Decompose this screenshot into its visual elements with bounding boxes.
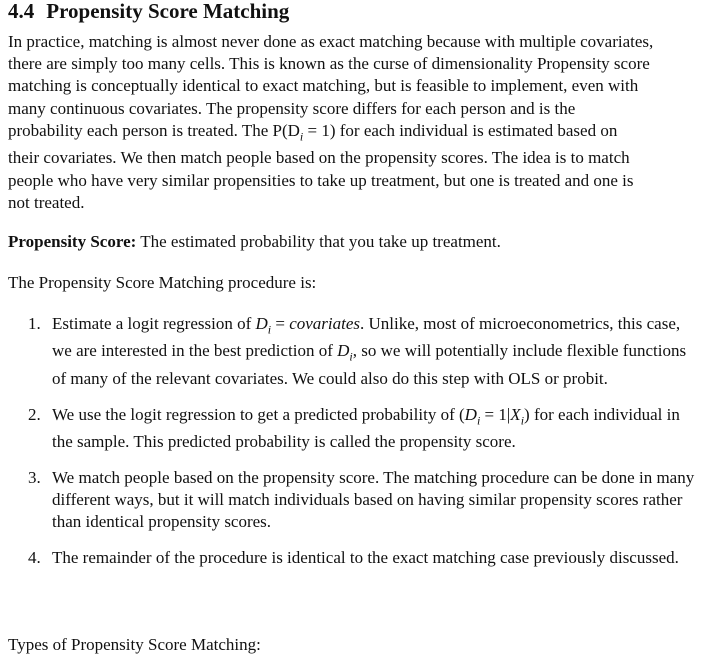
paragraph-line: their covariates. We then match people based on the propensity scores. The idea is to match	[8, 148, 630, 168]
list-marker: 3.	[28, 468, 41, 488]
paragraph-line: there are simply too many cells. This is known as the curse of dimensionality Propensity score	[8, 54, 650, 74]
list-item: 2. We use the logit regression to get a predicted probability of $(D_i = 1|X_i)$ for each individual in the sample. This predicted probability is called the propensity score.	[28, 404, 680, 452]
procedure-steps	[8, 313, 698, 569]
list-item: 3. We match people based on the propensity score. The matching procedure can be done in many different ways, but it will match individuals based on having similar propensity scores rather than identical propensity scores.	[28, 468, 695, 532]
definition-term: Propensity Score:	[8, 232, 137, 252]
section-number: 4.4	[8, 0, 35, 23]
paragraph-line: many continuous covariates. The propensity score differs for each person and is the	[8, 98, 576, 118]
paragraph-line: not treated.	[8, 192, 85, 212]
intro-paragraph	[8, 31, 698, 214]
paragraph-line: In practice, matching is almost never done as exact matching because with multiple covariates,	[8, 32, 654, 51]
section-heading	[8, 0, 698, 22]
list-marker: 4.	[28, 548, 41, 568]
document-page	[8, 0, 698, 583]
procedure-intro: The Propensity Score Matching procedure is:	[8, 273, 317, 293]
list-item: 4. The remainder of the procedure is identical to the exact matching case previously discussed.	[28, 548, 679, 568]
types-heading: Types of Propensity Score Matching:	[8, 635, 261, 654]
definition-text: The estimated probability that you take up treatment.	[140, 232, 501, 252]
paragraph-line-with-math: probability each person is treated. The $P(D_i = 1)$ for each individual is estimated based on	[8, 120, 618, 144]
list-marker: 2.	[28, 404, 41, 424]
list-marker: 1.	[28, 314, 41, 334]
paragraph-line: matching is conceptually identical to exact matching, but is feasible to implement, even with	[8, 76, 639, 96]
list-item: 1. Estimate a logit regression of $D_i$ = covariates. Unlike, most of microeconometrics, this case, we are interested in the best prediction of $D_i$, so we will potentially include flexible functions of many of the relevant covariates. We could also do this step with OLS or probit.	[28, 314, 687, 388]
paragraph-line: people who have very similar propensities to take up treatment, but one is treated and one is	[8, 170, 634, 190]
definition	[8, 231, 698, 253]
section-title: Propensity Score Matching	[46, 0, 290, 23]
